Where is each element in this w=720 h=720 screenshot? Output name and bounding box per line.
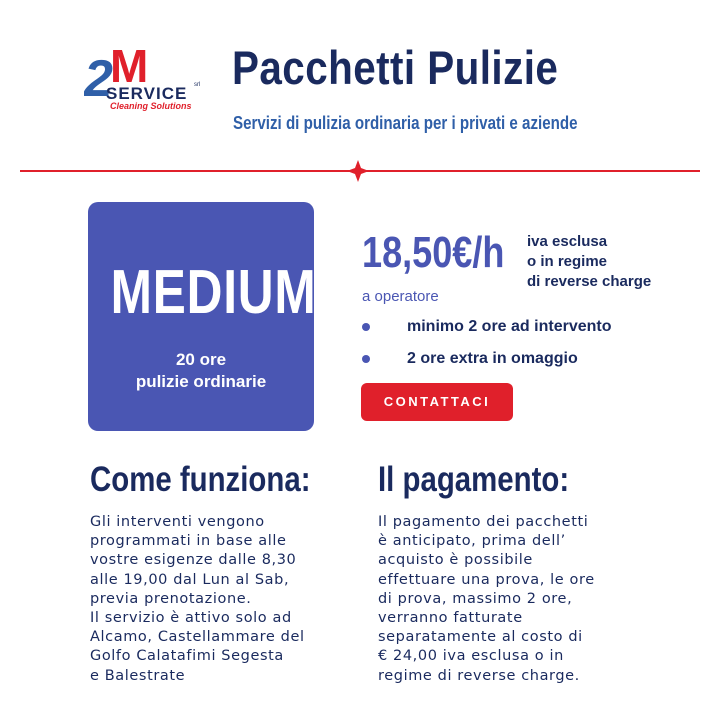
package-name: MEDIUM [110, 258, 317, 327]
logo-word: SERVICE [106, 84, 188, 103]
price-note-line: di reverse charge [527, 273, 652, 290]
text-line: e Balestrate [90, 667, 186, 684]
price-note [527, 232, 651, 292]
how-it-works-heading: Come funziona: [90, 460, 311, 499]
text-line: Il pagamento dei pacchetti [378, 514, 589, 530]
text-line: alle 19,00 dal Lun al Sab, [90, 571, 290, 588]
logo-tagline: Cleaning Solutions [110, 101, 192, 111]
text-line: regime di reverse charge. [378, 667, 580, 684]
package-type: pulizie ordinarie [135, 372, 267, 391]
payment-text [378, 513, 595, 686]
page-subtitle: Servizi di pulizia ordinaria per i privati e aziende [233, 113, 578, 133]
text-line: programmati in base alle [90, 533, 287, 550]
text-line: € 24,00 iva esclusa o in [378, 648, 564, 665]
logo-letter-2: 2 [84, 50, 113, 108]
star-divider-icon [347, 160, 369, 182]
price: 18,50€/h [362, 228, 505, 277]
text-line: acquisto è possibile [378, 552, 533, 569]
text-line: di prova, massimo 2 ore, [378, 590, 573, 607]
text-line: Golfo Calatafimi Segesta [90, 648, 284, 665]
page-title: Pacchetti Pulizie [232, 41, 559, 94]
feature-item: minimo 2 ore ad intervento [407, 318, 612, 335]
contact-button[interactable]: CONTATTACI [361, 383, 513, 421]
price-unit: a operatore [362, 288, 439, 305]
price-note-line: o in regime [527, 253, 608, 270]
text-line: Il servizio è attivo solo ad [90, 610, 292, 627]
payment-heading: Il pagamento: [378, 460, 570, 499]
text-line: verranno fatturate [378, 610, 523, 627]
text-line: effettuare una prova, le ore [378, 571, 595, 588]
how-it-works-text [90, 513, 305, 686]
feature-item: 2 ore extra in omaggio [407, 350, 578, 367]
logo-letter-m: M [110, 44, 149, 92]
text-line: Gli interventi vengono [90, 514, 265, 530]
text-line: vostre esigenze dalle 8,30 [90, 552, 297, 569]
price-note-line: iva esclusa [527, 233, 608, 250]
bullet-icon [362, 355, 370, 363]
company-logo [84, 44, 214, 112]
text-line: Alcamo, Castellammare del [90, 629, 305, 646]
package-card [88, 202, 317, 431]
text-line: è anticipato, prima dell’ [378, 533, 566, 550]
text-line: separatamente al costo di [378, 629, 583, 646]
bullet-icon [362, 323, 370, 331]
text-line: previa prenotazione. [90, 590, 252, 607]
logo-suffix: srl [194, 82, 201, 88]
package-hours: 20 ore [175, 350, 227, 369]
